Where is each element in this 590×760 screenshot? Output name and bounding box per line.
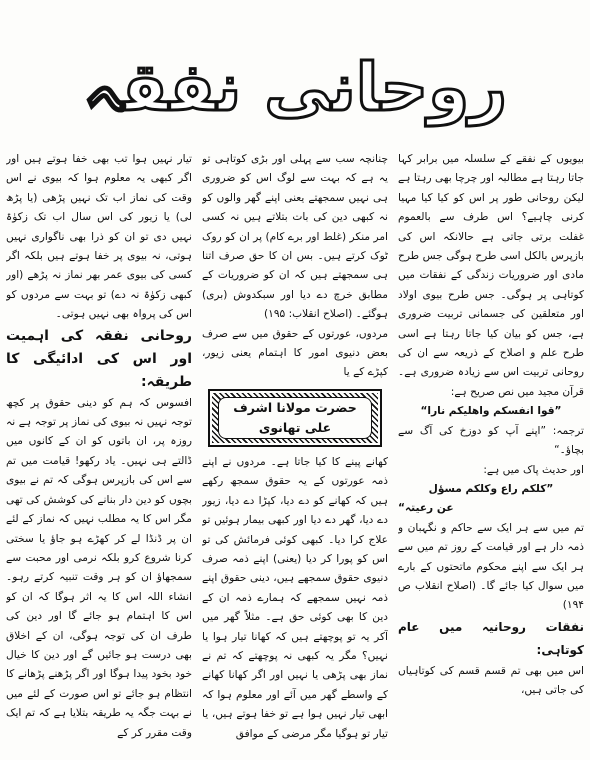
attribution-pattern xyxy=(212,393,378,443)
left-column xyxy=(6,150,192,756)
hadith-quote: ”کلکم راع وکلکم مسؤل xyxy=(428,482,554,495)
paragraph: بیویوں کے نفقے کے سلسلہ میں برابر کہا جاتا رہتا ہے مطالبہ اور چرچا بھی رہتا ہے لیکن روحانی طور پر اس کو کیا کیا مہیا کرنی چاہیے؟ اس طرف سے بالعموم غفلت برتی جاتی ہے حالانکہ اس کی بازپرس بالکل اسی طرح ہوگی جس طرح مادی اور ضروریات زندگی کے نفقات میں کوتاہی پر ہوگی۔ جس طرح بیوی اولاد اور متعلقین کی جسمانی تربیت ضروری ہے، جس کو بیان کیا جاتا رہتا ہے اسی طرح علم و اصلاح کے ذریعہ سے ان کی روحانی تربیت اس سے زیادہ ضروری ہے۔ قرآن مجید میں نص صریح ہے: xyxy=(398,153,584,398)
paragraph: چنانچہ سب سے پہلی اور بڑی کوتاہی تو یہ ہے کہ بہت سے لوگ اس کو ضروری ہی نہیں سمجھتے یعنی اپنے گھر والوں کو نہ کبھی دین کی بات بتلاتے ہیں نہ کسی امر منکر (غلط اور برے کام) پر ان کو روک ٹوک کرتے ہیں۔ بس ان کا حق صرف اتنا ہی سمجھتے ہیں کہ ان کو ضروریات کے مطابق خرچ دے دیا اور سبکدوش (بری) ہوگئے۔ (اصلاح انقلاب: ۱۹۵) xyxy=(202,153,388,321)
middle-column xyxy=(202,150,388,756)
translation: ترجمہ: ”اپنے آپ کو دوزخ کی آگ سے بچاؤ۔“ xyxy=(398,424,584,457)
article-columns xyxy=(6,150,584,756)
paragraph: افسوس کہ ہم کو دینی حقوق پر کچھ توجہ نہیں نہ بیوی کی نماز پر توجہ ہے نہ روزہ پر، ان باتوں کو ان کے کانوں میں ڈالتے ہی نہیں۔ یاد رکھو! قیامت میں تم سے اس کی بازپرس ہوگی کہ تم نے بیوی بچوں کو دین دار بنانے کی کوشش کی تھی مگر اس کا یہ مطلب نہیں کہ نماز کے لئے ان پر ڈنڈا لے کر کھڑے ہو جاؤ یا سختی کرنا شروع کرو بلکہ نرمی اور محبت سے سمجھاؤ ان کو ہر وقت تنبیہ کرتے رہو۔ انشاء اللہ اس کا یہ اثر ہوگا کہ ان کو اس کا اہتمام ہو جائے گا اور دین کی طرف ان کی توجہ ہوگی، ان کے اخلاق بھی درست ہو جائیں گے اور دین کا خیال خود بخود پیدا ہوگا اور اگر پڑھنے پڑھانے کا انتظام ہو جائے تو اس صورت کے لئے میں نے بہت جگہ یہ طریقہ بتلایا ہے کہ تم ایک وقت مقرر کر کے xyxy=(6,396,192,739)
quran-quote: ”قوا انفسکم واھلیکم نارا“ xyxy=(420,405,562,418)
hadith-intro: اور حدیث پاک میں ہے: xyxy=(483,463,584,476)
section-heading: نفقات روحانیہ میں عام کوتاہی: xyxy=(398,619,584,657)
author-attribution-box xyxy=(208,389,382,447)
paragraph: مردوں، عورتوں کے حقوق میں سے صرف بعض دنیوی امور کا اہتمام یعنی زیور، کپڑے کے یا xyxy=(202,327,388,379)
paragraph: تم میں سے ہر ایک سے حاکم و نگہبان و ذمہ دار ہے اور قیامت کے روز تم میں سے ہر ایک سے اپنے محکوم ماتحتوں کے بارے میں سوال کیا جائے گا۔ (اصلاح انقلاب ص ۱۹۴) xyxy=(398,521,584,612)
paragraph: کھانے پینے کا کیا جاتا ہے۔ مردوں نے اپنے ذمہ عورتوں کے یہ حقوق سمجھ رکھے ہیں کہ کھانے کو دے دیا، کپڑا دے دیا، زیور دے دیا، گھر دے دیا اور کبھی بیمار ہوئیں تو علاج کرا دیا۔ کبھی کوئی فرمائش کی تو اس کو پورا کر دیا (یعنی) اپنے ذمہ صرف دنیوی حقوق سمجھے ہیں، دینی حقوق اپنے ذمہ نہیں سمجھے کہ ہمارے ذمہ ان کے دین کا بھی کوئی حق ہے۔ مثلاً گھر میں آکر یہ تو پوچھتے ہیں کہ کھانا تیار ہوا یا نہیں؟ مگر یہ کبھی نہ پوچھتے کہ تم نے نماز بھی پڑھی یا نہیں اور اگر کھانا کھانے کے واسطے گھر میں آئے اور معلوم ہوا کہ ابھی تیار نہیں ہوا ہے تو خفا ہوتے ہیں، یا تیار تو ہوگیا مگر مرضی کے موافق xyxy=(202,455,388,740)
page-title: روحانی نفقہ xyxy=(82,49,508,126)
right-column xyxy=(398,150,584,756)
title-banner xyxy=(0,28,590,148)
hadith-quote-end: عن رعیتہ“ xyxy=(398,502,454,515)
section-heading: روحانی نفقہ کی اہمیت اور اس کی ادائیگی کا طریقہ: xyxy=(6,327,192,390)
paragraph: تیار نہیں ہوا تب بھی خفا ہوتے ہیں اور اگر کبھی یہ معلوم ہوا کہ بیوی نے اس وقت کی نماز اب تک نہیں پڑھی (یا پڑھ لی) یا زیور کی اس سال اب تک زکوٰۃ نہیں دی تو ان کو ذرا بھی ناگواری نہیں ہوتی، نہ بیوی پر خفا ہوتے ہیں بلکہ اگر کسی کی بیوی عمر بھر نماز نہ پڑھے (اور کبھی زکوٰۃ نہ دے) تو بہت سے مردوں کو اس کی پرواہ بھی نہیں ہوتی۔ xyxy=(6,153,192,321)
author-name: حضرت مولانا اشرف علی تھانوی xyxy=(218,397,372,439)
paragraph: اس میں بھی تم قسم قسم کی کوتاہیاں کی جاتی ہیں، xyxy=(398,664,584,697)
